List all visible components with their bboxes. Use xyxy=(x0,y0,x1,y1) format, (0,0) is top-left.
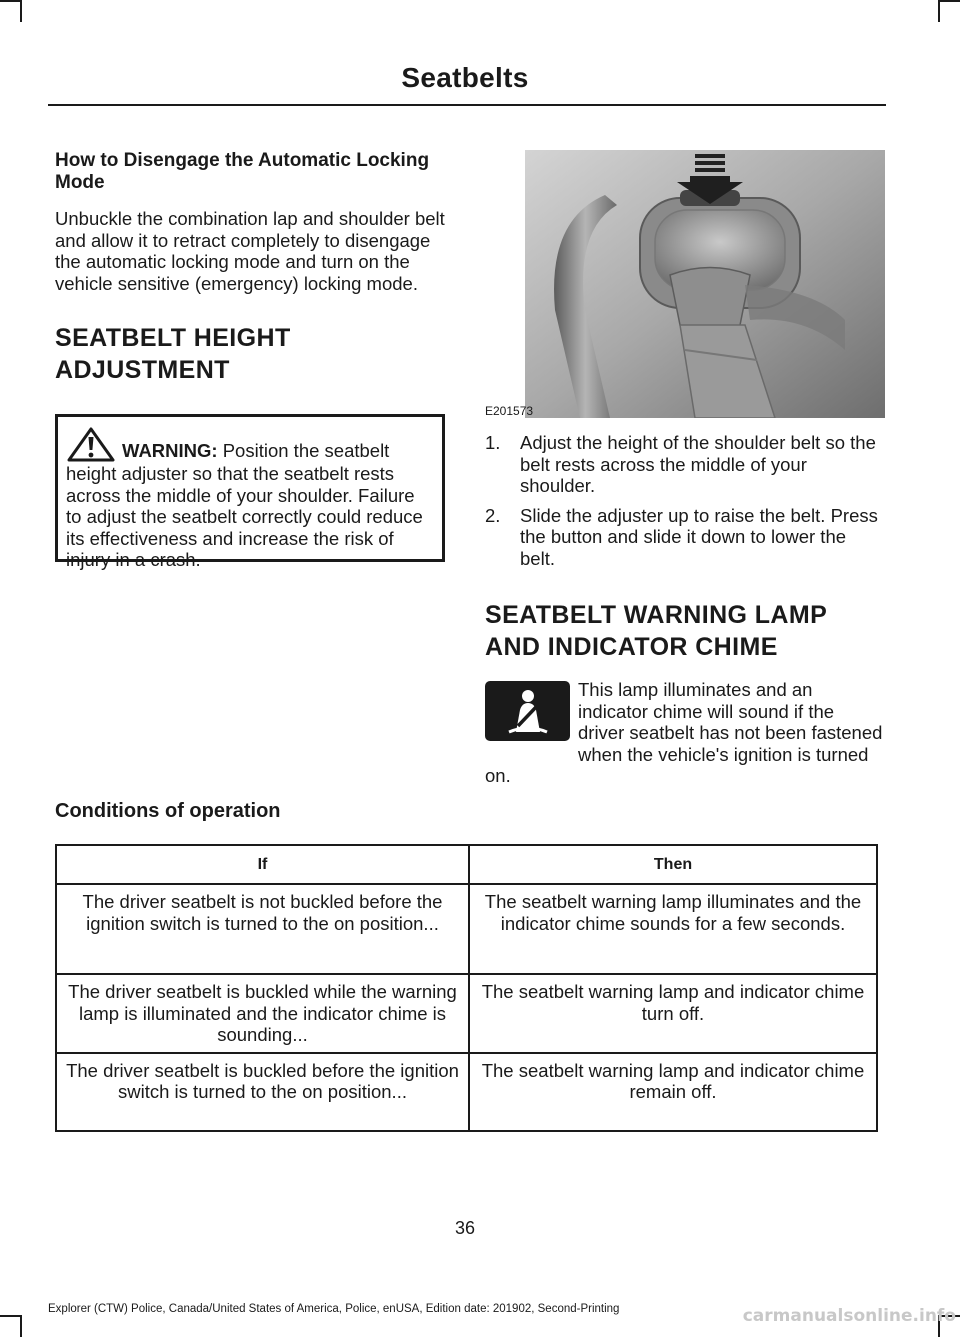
step-number: 1. xyxy=(485,432,501,453)
seatbelt-warning-lamp-icon xyxy=(485,681,570,741)
height-adjust-heading-line2: ADJUSTMENT xyxy=(55,356,230,384)
seatbelt-adjuster-photo xyxy=(485,150,885,418)
cell-then: The seatbelt warning lamp and indicator chime remain off. xyxy=(469,1053,877,1131)
column-header-if: If xyxy=(56,845,469,884)
warning-label: WARNING: xyxy=(122,440,218,461)
conditions-table xyxy=(55,844,878,1132)
step-text: Slide the adjuster up to raise the belt. Press the button and slide it down to lower the belt. xyxy=(520,504,878,569)
cell-if: The driver seatbelt is buckled before the ignition switch is turned to the on position... xyxy=(56,1053,469,1131)
cell-then: The seatbelt warning lamp illuminates and the indicator chime sounds for a few seconds. xyxy=(469,884,877,974)
image-code: E201573 xyxy=(485,404,534,418)
table-header-row xyxy=(56,845,877,884)
crop-mark xyxy=(938,0,940,22)
table-row xyxy=(56,1053,877,1131)
warning-lamp-heading-line1: SEATBELT WARNING LAMP xyxy=(485,601,828,629)
page-title: Seatbelts xyxy=(401,62,529,93)
adjustment-steps xyxy=(485,432,885,569)
warning-lamp-heading-line2: AND INDICATOR CHIME xyxy=(485,633,778,661)
disengage-heading: How to Disengage the Automatic Locking Mode xyxy=(55,150,430,193)
right-column xyxy=(485,150,885,787)
crop-mark xyxy=(20,0,22,22)
cell-then: The seatbelt warning lamp and indicator chime turn off. xyxy=(469,974,877,1053)
table-row xyxy=(56,974,877,1053)
left-column xyxy=(55,150,445,570)
crop-mark xyxy=(938,0,960,2)
cell-if: The driver seatbelt is not buckled before the ignition switch is turned to the on position... xyxy=(56,884,469,974)
table-row xyxy=(56,884,877,974)
list-item xyxy=(485,505,885,570)
cell-if: The driver seatbelt is buckled while the warning lamp is illuminated and the indicator chime is sounding... xyxy=(56,974,469,1053)
list-item xyxy=(485,432,885,497)
page-number: 36 xyxy=(454,1218,476,1238)
warning-lamp-description xyxy=(485,679,885,787)
footer-edition-info: Explorer (CTW) Police, Canada/United States of America, Police, enUSA, Edition date: 201902, Second-Printing xyxy=(48,1303,620,1315)
warning-box xyxy=(55,414,445,570)
watermark[interactable]: carmanualsonline.info xyxy=(742,1306,956,1326)
height-adjust-heading-line1: SEATBELT HEIGHT xyxy=(55,324,291,352)
conditions-heading: Conditions of operation xyxy=(55,800,281,822)
step-number: 2. xyxy=(485,504,501,526)
warning-lamp-body: This lamp illuminates and an indicator chime will sound if the driver seatbelt has not been fastened when the vehicle's ignition is turned on. xyxy=(485,679,883,786)
header-divider xyxy=(48,104,886,106)
warning-text: Position the seatbelt height adjuster so that the seatbelt rests across the middle of your shoulder. Failure to adjust the seatbelt correctly could reduce its effectiveness and increase the risk of injury in a crash. xyxy=(66,440,423,570)
warning-triangle-icon xyxy=(66,427,116,463)
disengage-body: Unbuckle the combination lap and shoulder belt and allow it to retract completely to disengage the automatic locking mode and turn on the vehicle sensitive (emergency) locking mode. xyxy=(55,208,445,294)
column-header-then: Then xyxy=(469,845,877,884)
crop-mark xyxy=(0,1315,22,1317)
step-text: Adjust the height of the shoulder belt so the belt rests across the middle of your shoulder. xyxy=(520,432,876,496)
seatbelt-adjuster-illustration xyxy=(485,150,885,418)
crop-mark xyxy=(0,0,22,2)
crop-mark xyxy=(20,1315,22,1337)
